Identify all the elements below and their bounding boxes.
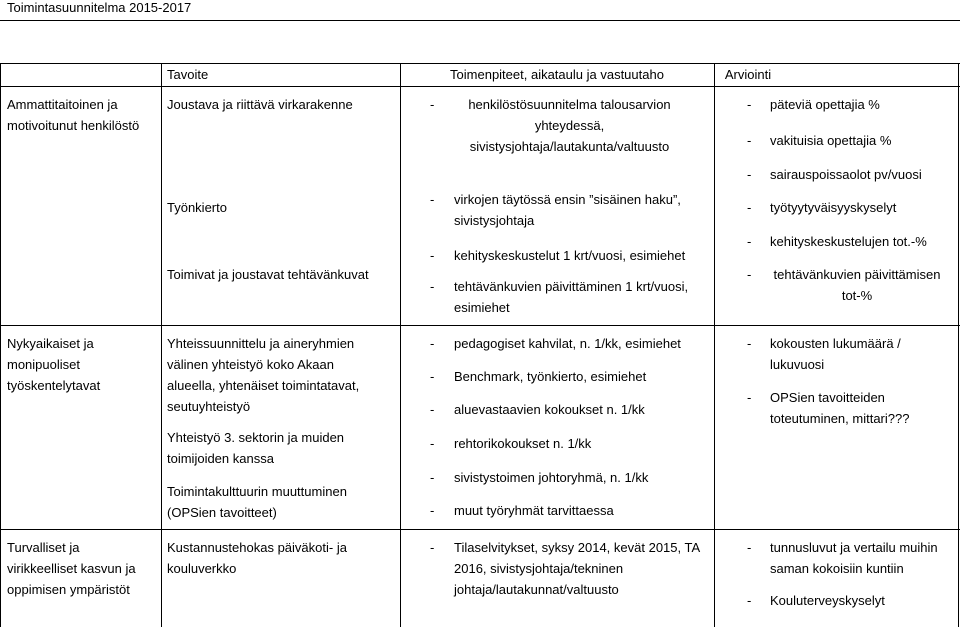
- title-divider: [0, 20, 960, 21]
- goal-line: Kustannustehokas päiväkoti- ja: [167, 540, 347, 555]
- action-line: Tilaselvitykset, syksy 2014, kevät 2015, TA: [454, 540, 701, 555]
- goal-line: Yhteistyö 3. sektorin ja muiden: [167, 430, 345, 445]
- bullet-dash: -: [430, 192, 435, 207]
- table-right-border: [958, 63, 959, 627]
- action-item: Benchmark, työnkierto, esimiehet: [454, 369, 647, 384]
- evaluation-line: tot-%: [841, 288, 873, 303]
- action-line: yhteydessä,: [534, 118, 605, 133]
- goal-item: Toimivat ja joustavat tehtävänkuvat: [167, 267, 369, 282]
- evaluation-line: OPSien tavoitteiden: [770, 390, 885, 405]
- action-item: pedagogiset kahvilat, n. 1/kk, esimiehet: [454, 336, 681, 351]
- bullet-dash: -: [747, 390, 752, 405]
- bullet-dash: -: [430, 248, 435, 263]
- evaluation-item: kehityskeskustelujen tot.-%: [770, 234, 927, 249]
- area-line: työskentelytavat: [7, 378, 101, 393]
- bullet-dash: -: [747, 234, 752, 249]
- table-left-border: [0, 63, 1, 627]
- evaluation-line: lukuvuosi: [770, 357, 825, 372]
- area-line: oppimisen ympäristöt: [7, 582, 130, 597]
- goal-line: seutuyhteistyö: [167, 399, 251, 414]
- goal-line: alueella, yhtenäiset toimintatavat,: [167, 378, 360, 393]
- action-line: sivistysjohtaja/lautakunta/valtuusto: [469, 139, 670, 154]
- row-divider: [0, 529, 960, 530]
- bullet-dash: -: [747, 97, 752, 112]
- area-line: Ammattitaitoinen ja: [7, 97, 118, 112]
- goal-line: (OPSien tavoitteet): [167, 505, 277, 520]
- evaluation-item: työtyytyväisyyskyselyt: [770, 200, 897, 215]
- goal-item: Joustava ja riittävä virkarakenne: [167, 97, 353, 112]
- action-line: tehtävänkuvien päivittäminen 1 krt/vuosi,: [454, 279, 689, 294]
- action-item: rehtorikokoukset n. 1/kk: [454, 436, 592, 451]
- action-line: henkilöstösuunnitelma talousarvion: [468, 97, 671, 112]
- bullet-dash: -: [430, 436, 435, 451]
- action-item: aluevastaavien kokoukset n. 1/kk: [454, 402, 645, 417]
- action-line: virkojen täytössä ensin ”sisäinen haku”,: [454, 192, 681, 207]
- column-divider: [714, 63, 715, 627]
- action-line: 2016, sivistysjohtaja/tekninen: [454, 561, 624, 576]
- area-cell: [7, 537, 157, 600]
- goal-line: Toimintakulttuurin muuttuminen: [167, 484, 347, 499]
- goal-item: [167, 481, 347, 523]
- bullet-dash: -: [430, 470, 435, 485]
- goal-line: toimijoiden kanssa: [167, 451, 274, 466]
- action-item: [454, 276, 688, 318]
- bullet-dash: -: [430, 336, 435, 351]
- header-bottom-border: [0, 86, 960, 87]
- area-line: Nykyaikaiset ja: [7, 336, 94, 351]
- bullet-dash: -: [747, 200, 752, 215]
- evaluation-line: tehtävänkuvien päivittämisen: [773, 267, 941, 282]
- action-item: kehityskeskustelut 1 krt/vuosi, esimiehet: [454, 248, 686, 263]
- goal-line: kouluverkko: [167, 561, 237, 576]
- evaluation-line: kokousten lukumäärä /: [770, 336, 901, 351]
- bullet-dash: -: [430, 503, 435, 518]
- header-goal: Tavoite: [167, 67, 209, 82]
- evaluation-line: saman kokoisiin kuntiin: [770, 561, 904, 576]
- evaluation-item: vakituisia opettajia %: [770, 133, 892, 148]
- page-title: Toimintasuunnitelma 2015-2017: [7, 0, 192, 15]
- evaluation-line: tunnusluvut ja vertailu muihin: [770, 540, 938, 555]
- goal-item: [167, 333, 359, 417]
- bullet-dash: -: [747, 133, 752, 148]
- goal-item: Työnkierto: [167, 200, 227, 215]
- bullet-dash: -: [747, 267, 752, 282]
- column-divider: [161, 63, 162, 627]
- bullet-dash: -: [430, 369, 435, 384]
- bullet-dash: -: [430, 540, 435, 555]
- evaluation-item: [770, 387, 909, 429]
- goal-line: Yhteissuunnittelu ja aineryhmien: [167, 336, 355, 351]
- evaluation-item: sairauspoissaolot pv/vuosi: [770, 167, 922, 182]
- evaluation-item: päteviä opettajia %: [770, 97, 880, 112]
- area-line: monipuoliset: [7, 357, 80, 372]
- column-divider: [400, 63, 401, 627]
- action-item: [442, 94, 697, 157]
- action-item: [454, 189, 681, 231]
- area-line: Turvalliset ja: [7, 540, 80, 555]
- evaluation-item: [770, 537, 938, 579]
- action-item: [454, 537, 700, 600]
- evaluation-item: Kouluterveyskyselyt: [770, 593, 885, 608]
- bullet-dash: -: [747, 540, 752, 555]
- header-actions: Toimenpiteet, aikataulu ja vastuutaho: [450, 67, 664, 82]
- area-cell: [7, 94, 157, 136]
- row-divider: [0, 325, 960, 326]
- action-item: muut työryhmät tarvittaessa: [454, 503, 614, 518]
- area-line: virikkeelliset kasvun ja: [7, 561, 136, 576]
- bullet-dash: -: [430, 279, 435, 294]
- action-item: sivistystoimen johtoryhmä, n. 1/kk: [454, 470, 649, 485]
- bullet-dash: -: [430, 97, 435, 112]
- bullet-dash: -: [747, 167, 752, 182]
- goal-item: [167, 427, 344, 469]
- action-line: esimiehet: [454, 300, 510, 315]
- area-line: motivoitunut henkilöstö: [7, 118, 140, 133]
- header-evaluation: Arviointi: [724, 67, 772, 82]
- action-line: johtaja/lautakunnat/valtuusto: [454, 582, 619, 597]
- evaluation-line: toteutuminen, mittari???: [770, 411, 910, 426]
- goal-line: välinen yhteistyö koko Akaan: [167, 357, 334, 372]
- evaluation-item: [762, 264, 952, 306]
- bullet-dash: -: [747, 336, 752, 351]
- evaluation-item: [770, 333, 901, 375]
- area-cell: [7, 333, 157, 396]
- bullet-dash: -: [430, 402, 435, 417]
- action-line: sivistysjohtaja: [454, 213, 535, 228]
- goal-item: [167, 537, 347, 579]
- bullet-dash: -: [747, 593, 752, 608]
